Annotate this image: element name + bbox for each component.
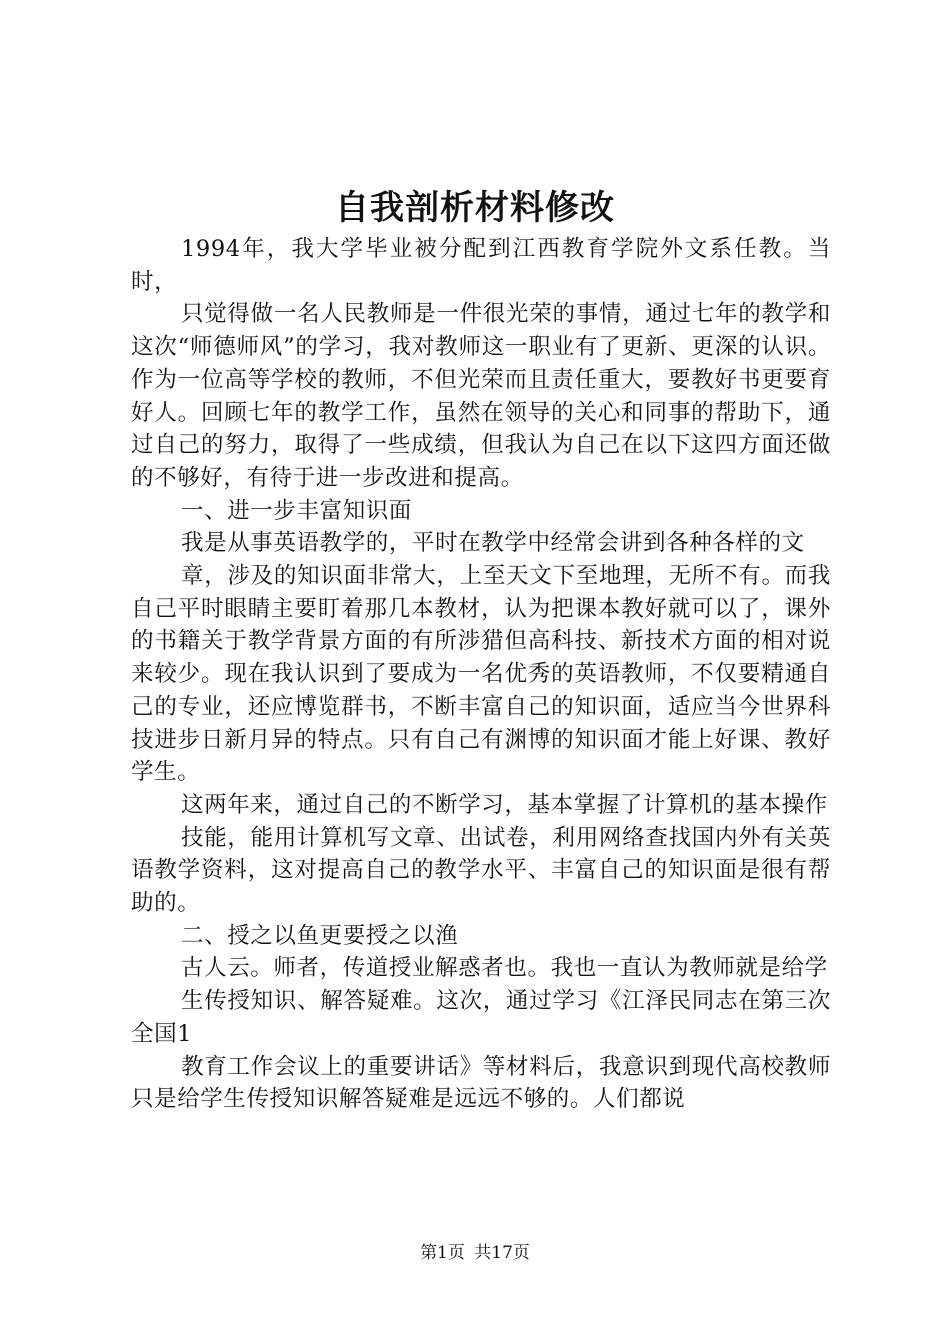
paragraph: 这两年来，通过自己的不断学习，基本掌握了计算机的基本操作 (181, 791, 828, 818)
page-total: 共17页 (474, 1243, 530, 1263)
paragraph: 技能，能用计算机写文章、出试卷，利用网络查找国内外有关英语教学资料，这对提高自己的教学水平、丰富自己的知识面是很有帮助的。 (131, 824, 831, 917)
page-footer (0, 1241, 950, 1265)
page-number: 第1页 (420, 1243, 465, 1263)
paragraph: 章，涉及的知识面非常大，上至天文下至地理，无所不有。而我自己平时眼睛主要盯着那几本教材，认为把课本教好就可以了，课外的书籍关于教学背景方面的有所涉猎但高科技、新技术方面的相对说来较少。现在我认识到了要成为一名优秀的英语教师，不仅要精通自己的专业，还应博览群书，不断丰富自己的知识面，适应当今世界科技进步日新月异的特点。只有自己有渊博的知识面才能上好课、教好学生。 (131, 563, 831, 786)
paragraph: 教育工作会议上的重要讲话》等材料后，我意识到现代高校教师只是给学生传授知识解答疑难是远远不够的。人们都说 (131, 1053, 831, 1113)
document-title: 自我剖析材料修改 (335, 188, 615, 228)
section-heading: 一、进一步丰富知识面 (181, 497, 413, 524)
document-body (131, 233, 831, 1116)
section-heading: 二、授之以鱼更要授之以渔 (181, 922, 459, 949)
paragraph: 生传授知识、解答疑难。这次，通过学习《江泽民同志在第三次全国1 (131, 988, 831, 1047)
paragraph: 我是从事英语教学的，平时在教学中经常会讲到各种各样的文 (181, 530, 805, 557)
paragraph: 只觉得做一名人民教师是一件很光荣的事情，通过七年的教学和这次“师德师风”的学习，我对教师这一职业有了更新、更深的认识。作为一位高等学校的教师，不但光荣而且责任重大，要教好书更要育好人。回顾七年的教学工作，虽然在领导的关心和同事的帮助下，通过自己的努力，取得了一些成绩，但我认为自己在以下这四方面还做的不够好，有待于进一步改进和提高。 (131, 301, 831, 491)
paragraph: 古人云。师者，传道授业解惑者也。我也一直认为教师就是给学 (181, 955, 828, 982)
paragraph: 1994年，我大学毕业被分配到江西教育学院外文系任教。当时， (131, 236, 831, 295)
